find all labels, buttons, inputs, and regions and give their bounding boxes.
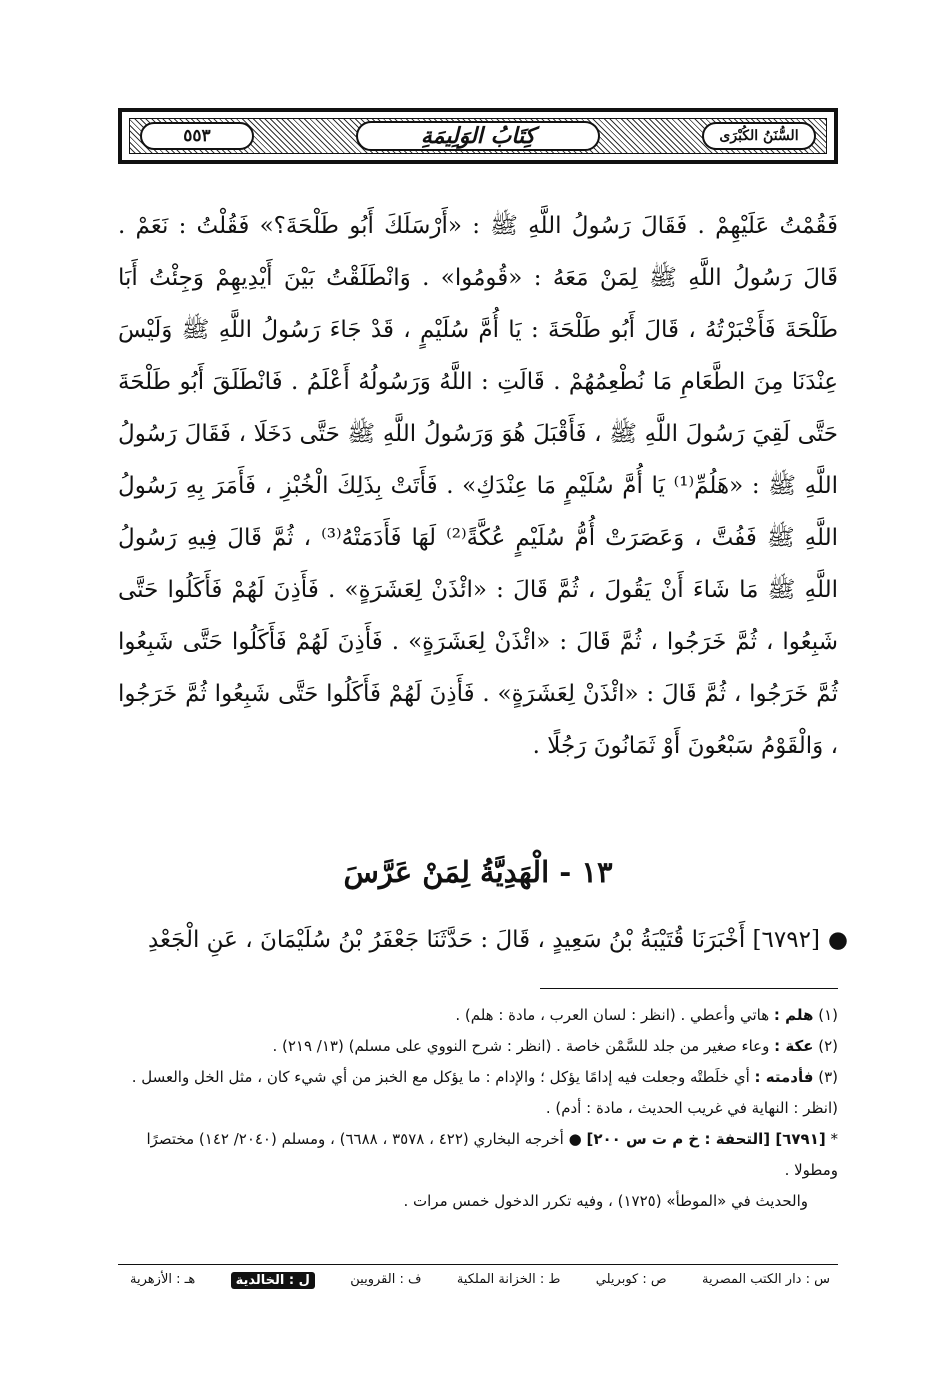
footnote-number: (٢) [818,1037,838,1055]
footnote-term: فأدمته : [754,1068,814,1086]
takhrij-star: * [830,1130,838,1148]
header-ornament-band [129,118,827,154]
footnote-term: عكة : [774,1037,814,1055]
main-paragraph: فَقُمْتُ عَلَيْهِمْ . فَقَالَ رَسُولُ اللَّهِ ﷺ : «أَرْسَلَكَ أَبُو طَلْحَةَ؟» فَقُلْتُ : نَعَمْ . قَالَ رَسُولُ اللَّهِ ﷺ لِمَنْ مَعَهُ : «قُومُوا» . وَانْطَلَقْتُ بَيْنَ أَيْدِيهِمْ وَجِئْتُ أَبَا طَلْحَةَ فَأَخْبَرْتُهُ ، قَالَ أَبُو طَلْحَةَ : يَا أُمَّ سُلَيْمٍ ، قَدْ جَاءَ رَسُولُ اللَّهِ ﷺ وَلَيْسَ عِنْدَنَا مِنَ الطَّعَامِ مَا نُطْعِمُهُمْ . قَالَتِ : اللَّهُ وَرَسُولُهُ أَعْلَمُ . فَانْطَلَقَ أَبُو طَلْحَةَ حَتَّى لَقِيَ رَسُولَ اللَّهِ ﷺ ، فَأَقْبَلَ هُوَ وَرَسُولُ اللَّهِ ﷺ حَتَّى دَخَلَا ، فَقَالَ رَسُولُ اللَّهِ ﷺ : «هَلُمِّ⁽¹⁾ يَا أُمَّ سُلَيْمٍ مَا عِنْدَكِ» . فَأَتَتْ بِذَلِكَ الْخُبْزِ ، فَأَمَرَ بِهِ رَسُولُ اللَّهِ ﷺ فَفُتَّ ، وَعَصَرَتْ أُمُّ سُلَيْمٍ عُكَّةً⁽²⁾ لَهَا فَأَدَمَتْهُ⁽³⁾ ، ثُمَّ قَالَ فِيهِ رَسُولُ اللَّهِ ﷺ مَا شَاءَ أَنْ يَقُولَ ، ثُمَّ قَالَ : «ائْذَنْ لِعَشَرَةٍ» . فَأَذِنَ لَهُمْ فَأَكَلُوا حَتَّى شَبِعُوا ، ثُمَّ خَرَجُوا ، ثُمَّ قَالَ : «ائْذَنْ لِعَشَرَةٍ» . فَأَذِنَ لَهُمْ فَأَكَلُوا حَتَّى شَبِعُوا ثُمَّ خَرَجُوا ، ثُمَّ قَالَ : «ائْذَنْ لِعَشَرَةٍ» . فَأَذِنَ لَهُمْ فَأَكَلُوا حَتَّى شَبِعُوا ثُمَّ خَرَجُوا ، وَالْقَوْمُ سَبْعُونَ أَوْ ثَمَانُونَ رَجُلًا . [118,213,838,759]
bullet-icon: ● [827,927,848,953]
footnote-number: (٣) [818,1068,838,1086]
siglum-item: ف : القرويين [350,1272,422,1287]
footnote-term: هلم : [773,1006,814,1024]
siglum-item: ص : كوبريلي [595,1272,667,1287]
siglum-item: ط : الخزانة الملكية [456,1272,561,1287]
takhrij-muwatta: والحديث في «الموطأ» (١٧٢٥) ، وفيه تكرر الدخول خمس مرات . [403,1192,808,1210]
footnote-number: (١) [818,1006,838,1024]
footnote-text: وعاء صغير من جلد للسَّمْن خاصة . (انظر : شرح النووي على مسلم) (١٣/ ٢١٩) . [272,1037,770,1055]
footnotes [118,1000,838,1217]
siglum-item: س : دار الكتب المصرية [701,1272,830,1287]
hadith-opening-text: [٦٧٩٢] أَخْبَرَنَا قُتَيْبَةُ بْنُ سَعِيدٍ ، قَالَ : حَدَّثَنَا جَعْفَرُ بْنُ سُلَيْمَانَ ، عَنِ الْجَعْدِ [147,927,820,953]
hadith-opening [118,918,848,962]
book-title: كِتَابُ الوَلِيمَةِ [356,121,600,151]
page-number: ٥٥٣ [140,122,254,150]
main-text [118,200,838,772]
manuscript-sigla [130,1272,830,1289]
siglum-item: هـ : الأزهرية [130,1272,196,1287]
sigla-divider [118,1264,838,1265]
takhrij-text: ● أخرجه البخاري (٤٢٢ ، ٣٥٧٨ ، ٦٦٨٨) ، ومسلم (٢٠٤٠/ ١٤٢) مختصرًا ومطولا . [146,1130,838,1179]
footnote-2 [118,1031,838,1062]
section-heading: ١٣ - الْهَدِيَّةُ لِمَنْ عَرَّسَ [343,855,613,889]
footnote-1 [118,1000,838,1031]
footnote-text: أي خلَطتْه وجعلت فيه إدامًا يؤكل ؛ والإدام : ما يؤكل مع الخبز من أي شيء كان ، مثل الخل والعسل . (انظر : النهاية في غريب الحديث ، مادة : أدم) . [131,1068,838,1117]
footnote-text: هاتي وأعطي . (انظر : لسان العرب ، مادة : هلم) . [455,1006,770,1024]
page-header [118,108,838,164]
header-ornament-text: السُّنَنُ الكُبْرَى [702,122,816,150]
takhrij [118,1124,838,1186]
footnote-divider [540,988,838,989]
footnote-3 [118,1062,838,1124]
takhrij-ref: [٦٧٩١] [التحفة : خ م ت س ٢٠٠] [586,1130,826,1148]
siglum-item-highlighted: ل : الخالدية [231,1272,315,1289]
